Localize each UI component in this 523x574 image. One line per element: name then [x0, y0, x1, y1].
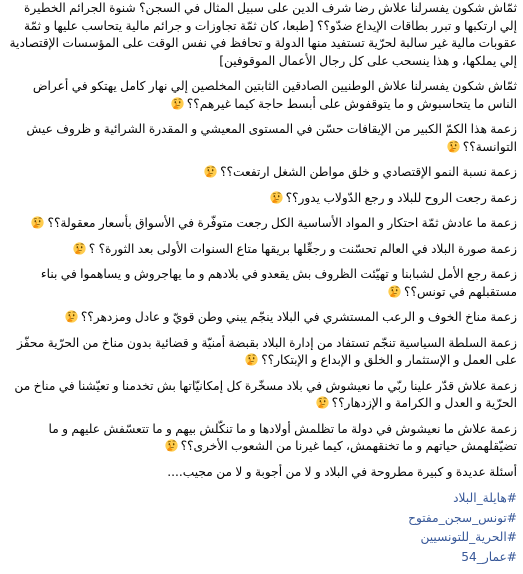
thinking-face-icon	[171, 97, 184, 110]
hashtag-link[interactable]: #هايلة_البلاد	[453, 491, 517, 505]
post-paragraph	[6, 421, 517, 456]
thinking-face-icon	[270, 191, 283, 204]
thinking-face-icon	[73, 242, 86, 255]
hashtag-list	[6, 489, 517, 567]
paragraph-text: زعمة رجعت الروح للبلاد و رجع الدّولاب يدور؟؟	[285, 190, 517, 205]
thinking-face-icon	[316, 396, 329, 409]
hashtag-link[interactable]: #تونس_سجن_مفتوح	[408, 510, 517, 525]
post-paragraph	[6, 464, 517, 482]
post-paragraph	[6, 78, 517, 113]
post-paragraph	[6, 309, 517, 327]
paragraph-text: أسئلة عديدة و كبيرة مطروحة في البلاد و لا من أجوبة و لا من مجيب....	[167, 464, 517, 479]
hashtag-link[interactable]: #الحرية_للتونسيين	[420, 530, 517, 544]
thinking-face-icon	[245, 353, 258, 366]
post-paragraphs	[6, 0, 517, 481]
paragraph-text: زعمة علاش ما نعيشوش في دولة ما تظلمش أولادها و ما تنكّلش بيهم و ما تتعسّفش عليهم و ما تضيّقلهمش حياتهم و ما تخنقهمش، كيما غيرنا من الشعوب الأخرى؟؟	[48, 421, 517, 453]
paragraph-text: زعمة نسبة النمو الإقتصادي و خلق مواطن الشغل ارتفعت؟؟	[220, 165, 517, 179]
post-paragraph	[6, 266, 517, 301]
paragraph-text: ثمّاش شكون يفسرلنا علاش الوطنيين الصادقين الثابتين المخلصين إلي نهار كامل يهتكو في أعراض الناس ما يتحاسبوش و ما يتوقفوش على أبسط حاجة كيما غيرهم؟؟	[32, 79, 517, 111]
post-paragraph	[6, 190, 517, 208]
thinking-face-icon	[31, 216, 44, 229]
thinking-face-icon	[165, 439, 178, 452]
post-paragraph	[6, 241, 517, 259]
thinking-face-icon	[388, 285, 401, 298]
paragraph-text: زعمة رجع الأمل لشبابنا و تهيّئت الظروف بش يقعدو في بلادهم و ما يهاجروش و يساهموا في بناء مستقبلهم في تونس؟؟	[40, 267, 517, 299]
paragraph-text: زعمة صورة البلاد في العالم تحسّنت و رجعِّلها بريقها متاع السنوات الأولى بعد الثورة؟ ؟	[88, 241, 517, 256]
post-body	[6, 0, 517, 574]
paragraph-text: ثمّاش شكون يفسرلنا علاش رضا شرف الدين على سبيل المثال في السجن؟ شنوة الجرائم الخطيرة إلي ارتكبها و تبرر بطاقات الإيداع ضدّو؟؟ [طبعا، كان ثمّة تجاوزات و جرائم مالية يتحاسب عليها و ثمّة عقوبات مالية غير سالبة لحرّية تستفيد منها الدولة و تحافظ في نفس الوقت على المؤسسات الإقتصادية إلي يملكها، و هذا ينسحب على كل رجال الأعمال الموقوفين]	[9, 1, 517, 68]
post-paragraph	[6, 335, 517, 370]
thinking-face-icon	[65, 310, 78, 323]
paragraph-text: زعمة هذا الكمّ الكبير من الإيقافات حسّن في المستوى المعيشي و المقدرة الشرائية و ظروف عيش التوانسة؟؟	[26, 122, 517, 154]
post-paragraph	[6, 0, 517, 70]
post-paragraph	[6, 378, 517, 413]
thinking-face-icon	[204, 165, 217, 178]
paragraph-text: زعمة ما عادش ثمّة احتكار و المواد الأساسية الكل رجعت متوفّرة في الأسواق بأسعار معقولة؟؟	[47, 216, 517, 230]
post-paragraph	[6, 121, 517, 156]
hashtag-link[interactable]: #عمار_54	[461, 549, 517, 564]
paragraph-text: زعمة السلطة السياسية تنجّم تستفاد من إدارة البلاد بقبضة أمنيّة و قضائية بدون مناخ من الحرّية محفّز على العمل و الإستثمار و الخلق و الإبداع و الإبتكار؟؟	[17, 335, 517, 367]
post-paragraph	[6, 164, 517, 182]
paragraph-text: زعمة علاش قدّر علينا ربّي ما نعيشوش في بلاد مسخّرة كل إمكانيّاتها بش تخدمنا و تعيّشنا في مناخ من الحرّية و العدل و الكرامة و الإزدهار؟؟	[14, 378, 517, 410]
paragraph-text: زعمة مناخ الخوف و الرعب المستشري في البلاد ينجّم يبني وطن قويّ و عادل ومزدهر؟؟	[80, 310, 517, 324]
post-paragraph	[6, 215, 517, 233]
thinking-face-icon	[447, 140, 460, 153]
